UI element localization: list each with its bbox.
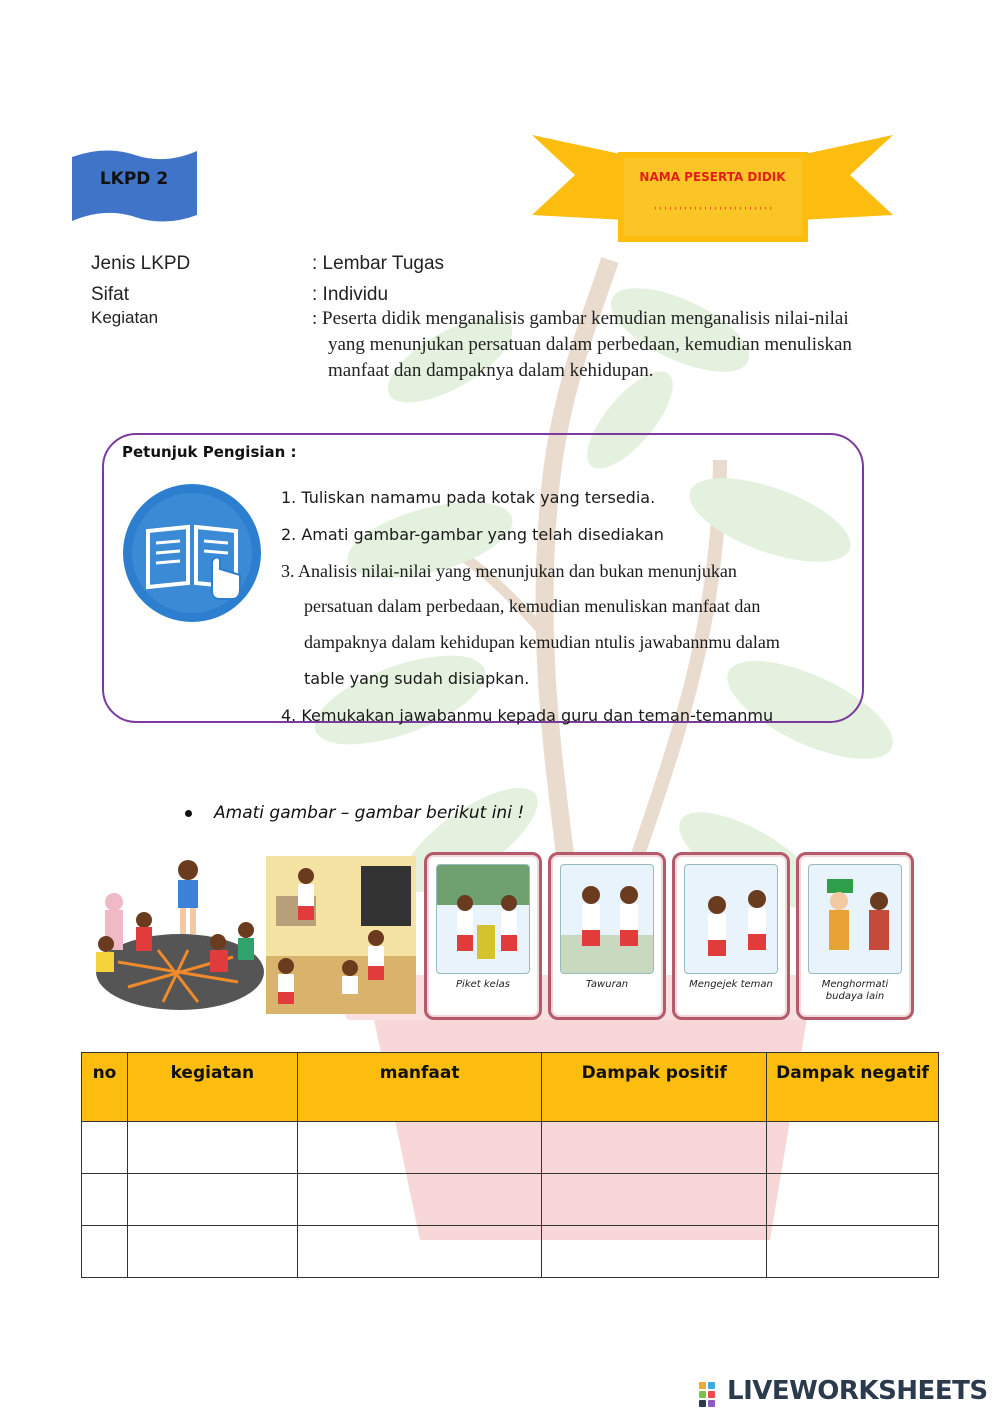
table-cell[interactable] — [297, 1226, 542, 1278]
jenis-label: Jenis LKPD — [91, 253, 191, 274]
table-row — [82, 1122, 939, 1174]
kegiatan-line: manfaat dan dampaknya dalam kehidupan. — [328, 360, 654, 381]
card-caption: Menghormati budaya lain — [821, 979, 889, 1002]
card-scene — [808, 864, 902, 974]
table-cell[interactable] — [542, 1122, 767, 1174]
table-row — [82, 1174, 939, 1226]
kegiatan-label: Kegiatan — [91, 308, 159, 327]
children-playing-picture — [88, 852, 264, 1012]
instruction-item-3-cont: table yang sudah disiapkan. — [304, 669, 530, 688]
sifat-value: : Individu — [312, 284, 389, 305]
instruction-item-1: 1. Tuliskan namamu pada kotak yang tersedia. — [281, 488, 656, 507]
name-ribbon — [530, 130, 895, 245]
card-scene — [684, 864, 778, 974]
sifat-label: Sifat — [91, 284, 130, 305]
name-label: NAMA PESERTA DIDIK — [639, 170, 786, 184]
instruction-item-3: 3. Analisis nilai-nilai yang menunjukan dan bukan menunjukan — [281, 561, 737, 581]
kegiatan-description — [312, 306, 902, 384]
card-mengejek-teman — [672, 852, 790, 1020]
observe-prompt — [185, 803, 524, 823]
table-cell[interactable] — [82, 1226, 128, 1278]
kegiatan-line: yang menunjukan persatuan dalam perbedaan, kemudian menuliskan — [328, 334, 852, 355]
open-book-icon — [122, 483, 262, 623]
table-header-row — [82, 1053, 939, 1122]
table-cell[interactable] — [542, 1174, 767, 1226]
table-cell[interactable] — [127, 1174, 297, 1226]
observe-text: Amati gambar – gambar berikut ini ! — [214, 803, 525, 823]
instructions-title: Petunjuk Pengisian : — [122, 443, 297, 461]
table-cell[interactable] — [297, 1174, 542, 1226]
card-tawuran — [548, 852, 666, 1020]
table-cell[interactable] — [82, 1122, 128, 1174]
table-cell[interactable] — [127, 1122, 297, 1174]
logo-square-icon — [699, 1391, 706, 1398]
instruction-item-3-cont: persatuan dalam perbedaan, kemudian menuliskan manfaat dan — [304, 596, 761, 616]
lkpd-flag — [70, 145, 200, 225]
table-cell[interactable] — [767, 1226, 939, 1278]
classroom-picture — [266, 856, 416, 1014]
logo-square-icon — [708, 1400, 715, 1407]
logo-square-icon — [699, 1400, 706, 1407]
logo-square-icon — [699, 1382, 706, 1389]
table-cell[interactable] — [542, 1226, 767, 1278]
card-caption: Piket kelas — [456, 979, 510, 990]
card-caption: Tawuran — [585, 979, 629, 990]
table-row — [82, 1226, 939, 1278]
bullet-icon — [185, 810, 192, 817]
card-caption: Mengejek teman — [689, 979, 773, 990]
activity-table — [81, 1052, 939, 1278]
table-cell[interactable] — [767, 1174, 939, 1226]
liveworksheets-wordmark: LIVEWORKSHEETS — [727, 1376, 988, 1406]
header-manfaat: manfaat — [297, 1053, 542, 1122]
header-kegiatan: kegiatan — [127, 1053, 297, 1122]
instruction-item-2: 2. Amati gambar-gambar yang telah disediakan — [281, 525, 664, 544]
table-cell[interactable] — [82, 1174, 128, 1226]
table-cell[interactable] — [127, 1226, 297, 1278]
header-dampak-positif: Dampak positif — [542, 1053, 767, 1122]
card-menghormati-budaya — [796, 852, 914, 1020]
card-scene — [436, 864, 530, 974]
table-cell[interactable] — [297, 1122, 542, 1174]
instruction-item-4: 4. Kemukakan jawabanmu kepada guru dan teman-temanmu — [281, 706, 774, 725]
card-piket-kelas — [424, 852, 542, 1020]
table-cell[interactable] — [767, 1122, 939, 1174]
kegiatan-line: : Peserta didik menganalisis gambar kemudian menganalisis nilai-nilai — [312, 308, 849, 329]
card-scene — [560, 864, 654, 974]
jenis-value: : Lembar Tugas — [312, 253, 445, 274]
header-dampak-negatif: Dampak negatif — [767, 1053, 939, 1122]
instruction-item-3-cont: dampaknya dalam kehidupan kemudian ntulis jawabannmu dalam — [304, 632, 780, 652]
logo-square-icon — [708, 1391, 715, 1398]
header-no: no — [82, 1053, 128, 1122]
name-input-dots[interactable]: ˌˌˌˌˌˌˌˌˌˌˌˌˌˌˌˌˌˌˌˌˌˌˌˌ — [652, 200, 773, 211]
logo-square-icon — [708, 1382, 715, 1389]
lkpd-title: LKPD 2 — [99, 169, 169, 189]
